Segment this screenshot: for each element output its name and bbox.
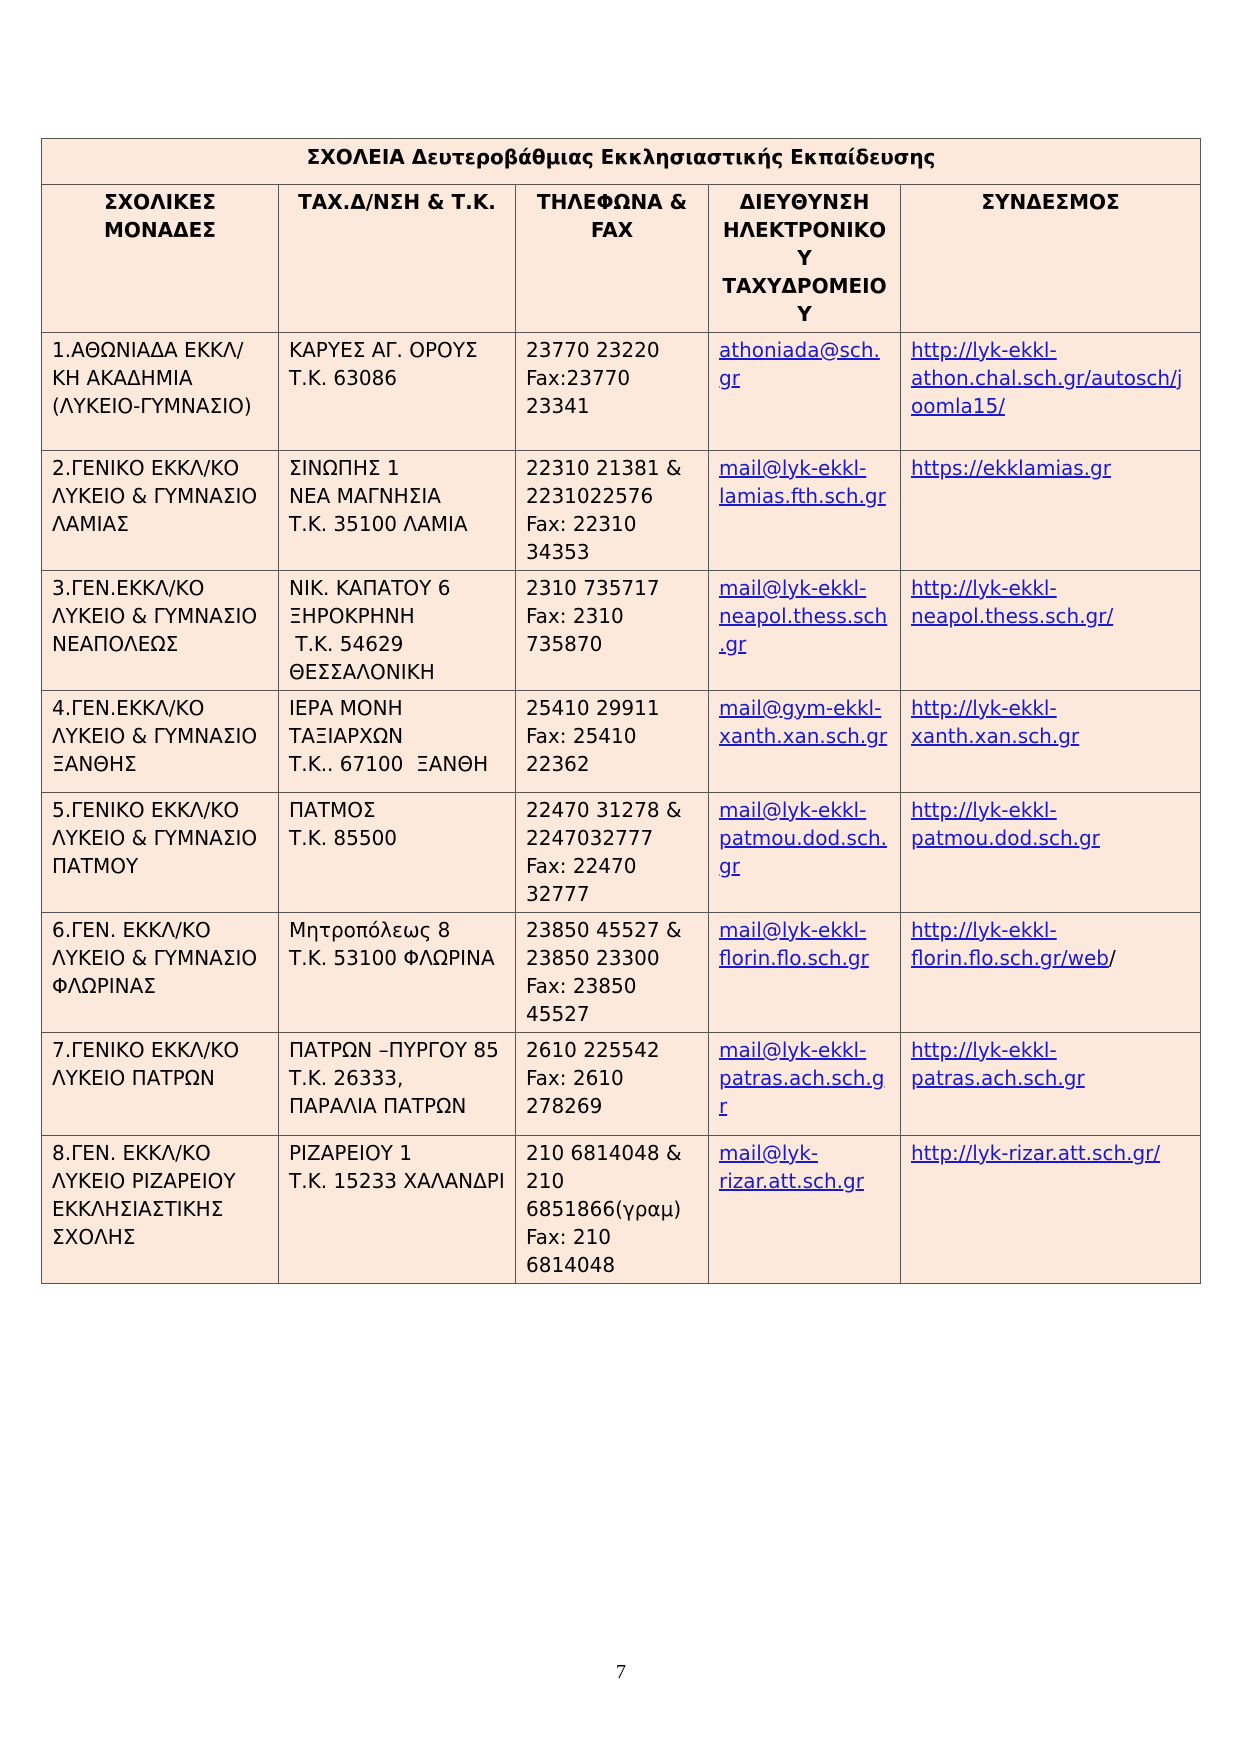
address-cell-line: Τ.Κ. 63086 xyxy=(289,366,398,390)
website-link[interactable]: http://lyk-ekkl-xanth.xan.sch.gr xyxy=(911,696,1080,748)
address-cell xyxy=(279,1033,516,1136)
address-cell-line: Τ.Κ. 54629 xyxy=(289,632,404,656)
school-name-cell-line: 4.ΓΕΝ.ΕΚΚΛ/ΚΟ ΛΥΚΕΙΟ & ΓΥΜΝΑΣΙΟ ΞΑΝΘΗΣ xyxy=(52,696,264,776)
email-cell xyxy=(709,691,901,793)
school-name-cell-line: 7.ΓΕΝΙΚΟ ΕΚΚΛ/ΚΟ ΛΥΚΕΙΟ ΠΑΤΡΩΝ xyxy=(52,1038,246,1090)
email-link[interactable]: mail@gym-ekkl-xanth.xan.sch.gr xyxy=(719,696,888,748)
address-cell xyxy=(279,1136,516,1284)
column-header-phones: ΤΗΛΕΦΩΝΑ & FAX xyxy=(516,185,709,333)
address-cell-line: Τ.Κ. 35100 ΛΑΜΙΑ xyxy=(289,512,468,536)
school-name-cell-line: (ΛΥΚΕΙΟ-ΓΥΜΝΑΣΙΟ) xyxy=(52,394,252,418)
table-body xyxy=(42,333,1201,1284)
website-link-suffix: / xyxy=(1108,946,1116,970)
address-cell-line: Τ.Κ. 15233 ΧΑΛΑΝΔΡΙ xyxy=(289,1169,505,1193)
table-row xyxy=(42,793,1201,913)
email-cell xyxy=(709,913,901,1033)
school-name-cell-line: 2.ΓΕΝΙΚΟ ΕΚΚΛ/ΚΟ ΛΥΚΕΙΟ & ΓΥΜΝΑΣΙΟ ΛΑΜΙΑΣ xyxy=(52,456,264,536)
email-link[interactable]: mail@lyk-ekkl-patmou.dod.sch.gr xyxy=(719,798,887,878)
address-cell-line: ΚΑΡΥΕΣ ΑΓ. ΟΡΟΥΣ xyxy=(289,338,478,362)
phones-cell-line: 22470 31278 & 2247032777 xyxy=(526,798,688,850)
phones-cell xyxy=(516,793,709,913)
phones-cell-line: 25410 29911 xyxy=(526,696,660,720)
table-row xyxy=(42,691,1201,793)
address-cell-line: ΘΕΣΣΑΛΟΝΙΚΗ xyxy=(289,660,435,684)
website-cell xyxy=(901,913,1201,1033)
phones-cell-line: Fax: 23850 45527 xyxy=(526,974,643,1026)
email-link[interactable]: mail@lyk-ekkl-patras.ach.sch.gr xyxy=(719,1038,885,1118)
phones-cell-line: Fax:23770 23341 xyxy=(526,366,637,418)
address-cell-line: Τ.Κ. 26333, xyxy=(289,1066,404,1090)
address-cell-line: ΠΑΤΡΩΝ –ΠΥΡΓΟΥ 85 xyxy=(289,1038,499,1062)
address-cell-line: Τ.Κ.. 67100 ΞΑΝΘΗ xyxy=(289,752,489,776)
school-name-cell-line: 8.ΓΕΝ. ΕΚΚΛ/ΚΟ ΛΥΚΕΙΟ ΡΙΖΑΡΕΙΟΥ ΕΚΚΛΗΣΙΑΣΤΙΚΗΣ ΣΧΟΛΗΣ xyxy=(52,1141,242,1249)
school-name-cell xyxy=(42,451,279,571)
website-link[interactable]: https://ekklamias.gr xyxy=(911,456,1111,480)
address-cell-line: ΠΑΤΜΟΣ xyxy=(289,798,376,822)
address-cell xyxy=(279,793,516,913)
email-link[interactable]: mail@lyk-ekkl-lamias.fth.sch.gr xyxy=(719,456,886,508)
email-cell xyxy=(709,1033,901,1136)
website-link[interactable]: http://lyk-ekkl-neapol.thess.sch.gr/ xyxy=(911,576,1114,628)
phones-cell-line: Fax: 2310 735870 xyxy=(526,604,631,656)
table-row xyxy=(42,333,1201,451)
address-cell-line: ΝΙΚ. ΚΑΠΑΤΟΥ 6 xyxy=(289,576,451,600)
table-title: ΣΧΟΛΕΙΑ Δευτεροβάθμιας Εκκλησιαστικής Εκπαίδευσης xyxy=(42,139,1201,185)
website-link[interactable]: http://lyk-ekkl-patmou.dod.sch.gr xyxy=(911,798,1100,850)
address-cell-line: ΠΑΡΑΛΙΑ ΠΑΤΡΩΝ xyxy=(289,1094,467,1118)
schools-table xyxy=(41,138,1201,1284)
website-cell xyxy=(901,691,1201,793)
address-cell-line: ΙΕΡΑ ΜΟΝΗ ΤΑΞΙΑΡΧΩΝ xyxy=(289,696,409,748)
address-cell-line: ΝΕΑ ΜΑΓΝΗΣΙΑ xyxy=(289,484,441,508)
table-header-row xyxy=(42,185,1201,333)
school-name-cell xyxy=(42,691,279,793)
website-cell xyxy=(901,1033,1201,1136)
email-link[interactable]: mail@lyk-rizar.att.sch.gr xyxy=(719,1141,864,1193)
email-link[interactable]: mail@lyk-ekkl-florin.flo.sch.gr xyxy=(719,918,869,970)
phones-cell-line: Fax: 210 6814048 xyxy=(526,1225,618,1277)
school-name-cell xyxy=(42,1136,279,1284)
website-cell xyxy=(901,333,1201,451)
school-name-cell-line: 6.ΓΕΝ. ΕΚΚΛ/ΚΟ ΛΥΚΕΙΟ & ΓΥΜΝΑΣΙΟ ΦΛΩΡΙΝΑΣ xyxy=(52,918,264,998)
address-cell-line: ΡΙΖΑΡΕΙΟΥ 1 xyxy=(289,1141,412,1165)
school-name-cell xyxy=(42,333,279,451)
school-name-cell xyxy=(42,913,279,1033)
school-name-cell xyxy=(42,793,279,913)
school-name-cell xyxy=(42,571,279,691)
phones-cell-line: 23850 45527 & 23850 23300 xyxy=(526,918,688,970)
phones-cell xyxy=(516,691,709,793)
table-title-row xyxy=(42,139,1201,185)
column-header-schools: ΣΧΟΛΙΚΕΣ ΜΟΝΑΔΕΣ xyxy=(42,185,279,333)
phones-cell xyxy=(516,1033,709,1136)
email-link[interactable]: athoniada@sch.gr xyxy=(719,338,880,390)
address-cell-line: ΣΙΝΩΠΗΣ 1 xyxy=(289,456,400,480)
table-row xyxy=(42,1136,1201,1284)
website-link[interactable]: http://lyk-rizar.att.sch.gr/ xyxy=(911,1141,1161,1165)
phones-cell xyxy=(516,571,709,691)
phones-cell-line: 23770 23220 xyxy=(526,338,660,362)
phones-cell xyxy=(516,913,709,1033)
email-cell xyxy=(709,451,901,571)
phones-cell-line: Fax: 25410 22362 xyxy=(526,724,643,776)
website-cell xyxy=(901,571,1201,691)
address-cell-line: Τ.Κ. 85500 xyxy=(289,826,398,850)
website-cell xyxy=(901,1136,1201,1284)
address-cell-line: Μητροπόλεως 8 xyxy=(289,918,451,942)
phones-cell-line: Fax: 22470 32777 xyxy=(526,854,643,906)
table-row xyxy=(42,1033,1201,1136)
table-row xyxy=(42,913,1201,1033)
table-row xyxy=(42,451,1201,571)
phones-cell-line: Fax: 2610 278269 xyxy=(526,1066,631,1118)
phones-cell-line: Fax: 22310 34353 xyxy=(526,512,643,564)
email-cell xyxy=(709,571,901,691)
column-header-link: ΣΥΝΔΕΣΜΟΣ xyxy=(901,185,1201,333)
address-cell xyxy=(279,333,516,451)
email-link[interactable]: mail@lyk-ekkl-neapol.thess.sch.gr xyxy=(719,576,888,656)
email-cell xyxy=(709,793,901,913)
address-cell xyxy=(279,571,516,691)
phones-cell-line: 2310 735717 xyxy=(526,576,660,600)
website-cell xyxy=(901,793,1201,913)
address-cell xyxy=(279,913,516,1033)
website-link[interactable]: http://lyk-ekkl-florin.flo.sch.gr/web xyxy=(911,918,1109,970)
column-header-email: ΔΙΕΥΘΥΝΣΗ ΗΛΕΚΤΡΟΝΙΚΟΥ ΤΑΧΥΔΡΟΜΕΙΟΥ xyxy=(709,185,901,333)
column-header-address: ΤΑΧ.Δ/ΝΣΗ & Τ.Κ. xyxy=(279,185,516,333)
address-cell-line: Τ.Κ. 53100 ΦΛΩΡΙΝΑ xyxy=(289,946,495,970)
website-link[interactable]: http://lyk-ekkl-patras.ach.sch.gr xyxy=(911,1038,1085,1090)
table-row xyxy=(42,571,1201,691)
email-cell xyxy=(709,333,901,451)
phones-cell xyxy=(516,333,709,451)
phones-cell xyxy=(516,451,709,571)
address-cell xyxy=(279,691,516,793)
address-cell-line: ΞΗΡΟΚΡΗΝΗ xyxy=(289,604,415,628)
phones-cell-line: 210 6814048 & 210 6851866(γραμ) xyxy=(526,1141,688,1221)
school-name-cell xyxy=(42,1033,279,1136)
school-name-cell-line: 3.ΓΕΝ.ΕΚΚΛ/ΚΟ ΛΥΚΕΙΟ & ΓΥΜΝΑΣΙΟ ΝΕΑΠΟΛΕΩΣ xyxy=(52,576,264,656)
phones-cell-line: 2610 225542 xyxy=(526,1038,660,1062)
phones-cell-line: 22310 21381 & 2231022576 xyxy=(526,456,688,508)
phones-cell xyxy=(516,1136,709,1284)
page-number: 7 xyxy=(616,1661,626,1683)
website-link[interactable]: http://lyk-ekkl-athon.chal.sch.gr/autosch/joomla15/ xyxy=(911,338,1183,418)
address-cell xyxy=(279,451,516,571)
school-name-cell-line: 5.ΓΕΝΙΚΟ ΕΚΚΛ/ΚΟ ΛΥΚΕΙΟ & ΓΥΜΝΑΣΙΟ ΠΑΤΜΟΥ xyxy=(52,798,264,878)
school-name-cell-line: 1.ΑΘΩΝΙΑΔΑ ΕΚΚΛ/ΚΗ ΑΚΑΔΗΜΙΑ xyxy=(52,338,244,390)
website-cell xyxy=(901,451,1201,571)
email-cell xyxy=(709,1136,901,1284)
